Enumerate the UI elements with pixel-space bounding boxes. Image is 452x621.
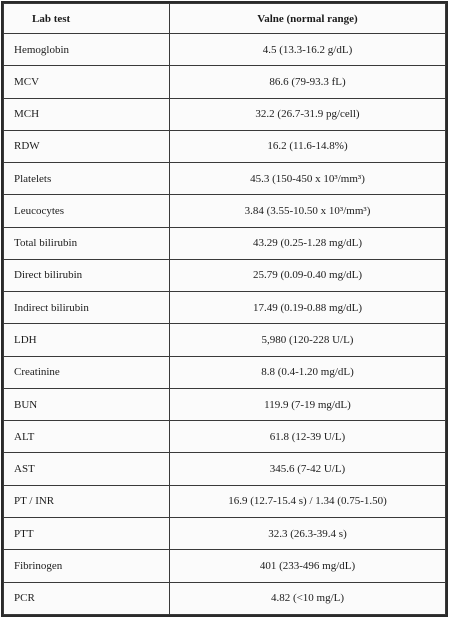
lab-test-name: Indirect bilirubin [4,292,170,324]
lab-test-value: 16.9 (12.7-15.4 s) / 1.34 (0.75-1.50) [170,485,446,517]
lab-test-value: 61.8 (12-39 U/L) [170,421,446,453]
table-row [4,582,446,614]
header-lab-test: Lab test [4,4,170,34]
lab-test-name: ALT [4,421,170,453]
lab-test-value: 8.8 (0.4-1.20 mg/dL) [170,356,446,388]
lab-test-name: MCV [4,66,170,98]
table-row [4,485,446,517]
lab-test-value: 17.49 (0.19-0.88 mg/dL) [170,292,446,324]
table-body [4,34,446,615]
table-row [4,324,446,356]
lab-test-value: 32.3 (26.3-39.4 s) [170,517,446,549]
lab-test-name: PTT [4,517,170,549]
lab-test-name: Fibrinogen [4,550,170,582]
table-header-row [4,4,446,34]
table-row [4,550,446,582]
lab-test-value: 119.9 (7-19 mg/dL) [170,388,446,420]
table-row [4,292,446,324]
lab-test-value: 5,980 (120-228 U/L) [170,324,446,356]
lab-results-table-frame [1,1,448,617]
table-row [4,356,446,388]
table-row [4,195,446,227]
lab-test-value: 345.6 (7-42 U/L) [170,453,446,485]
lab-test-value: 4.82 (<10 mg/L) [170,582,446,614]
lab-test-value: 4.5 (13.3-16.2 g/dL) [170,34,446,66]
lab-test-name: Total bilirubin [4,227,170,259]
lab-test-name: Leucocytes [4,195,170,227]
table-row [4,130,446,162]
lab-test-value: 25.79 (0.09-0.40 mg/dL) [170,259,446,291]
table-row [4,227,446,259]
lab-test-value: 32.2 (26.7-31.9 pg/cell) [170,98,446,130]
table-row [4,453,446,485]
table-row [4,259,446,291]
lab-test-value: 401 (233-496 mg/dL) [170,550,446,582]
header-value-range: Valne (normal range) [170,4,446,34]
lab-test-name: PT / INR [4,485,170,517]
lab-results-table [3,3,446,615]
table-row [4,163,446,195]
table-row [4,388,446,420]
lab-test-name: BUN [4,388,170,420]
lab-test-name: LDH [4,324,170,356]
table-row [4,421,446,453]
lab-test-name: Hemoglobin [4,34,170,66]
table-row [4,517,446,549]
lab-test-name: MCH [4,98,170,130]
lab-test-name: AST [4,453,170,485]
lab-test-value: 43.29 (0.25-1.28 mg/dL) [170,227,446,259]
lab-test-name: Direct bilirubin [4,259,170,291]
table-row [4,34,446,66]
table-row [4,66,446,98]
lab-test-value: 16.2 (11.6-14.8%) [170,130,446,162]
lab-test-value: 3.84 (3.55-10.50 x 10³/mm³) [170,195,446,227]
lab-test-name: Creatinine [4,356,170,388]
lab-test-name: Platelets [4,163,170,195]
lab-test-name: RDW [4,130,170,162]
lab-test-value: 86.6 (79-93.3 fL) [170,66,446,98]
lab-test-name: PCR [4,582,170,614]
table-row [4,98,446,130]
lab-test-value: 45.3 (150-450 x 10³/mm³) [170,163,446,195]
